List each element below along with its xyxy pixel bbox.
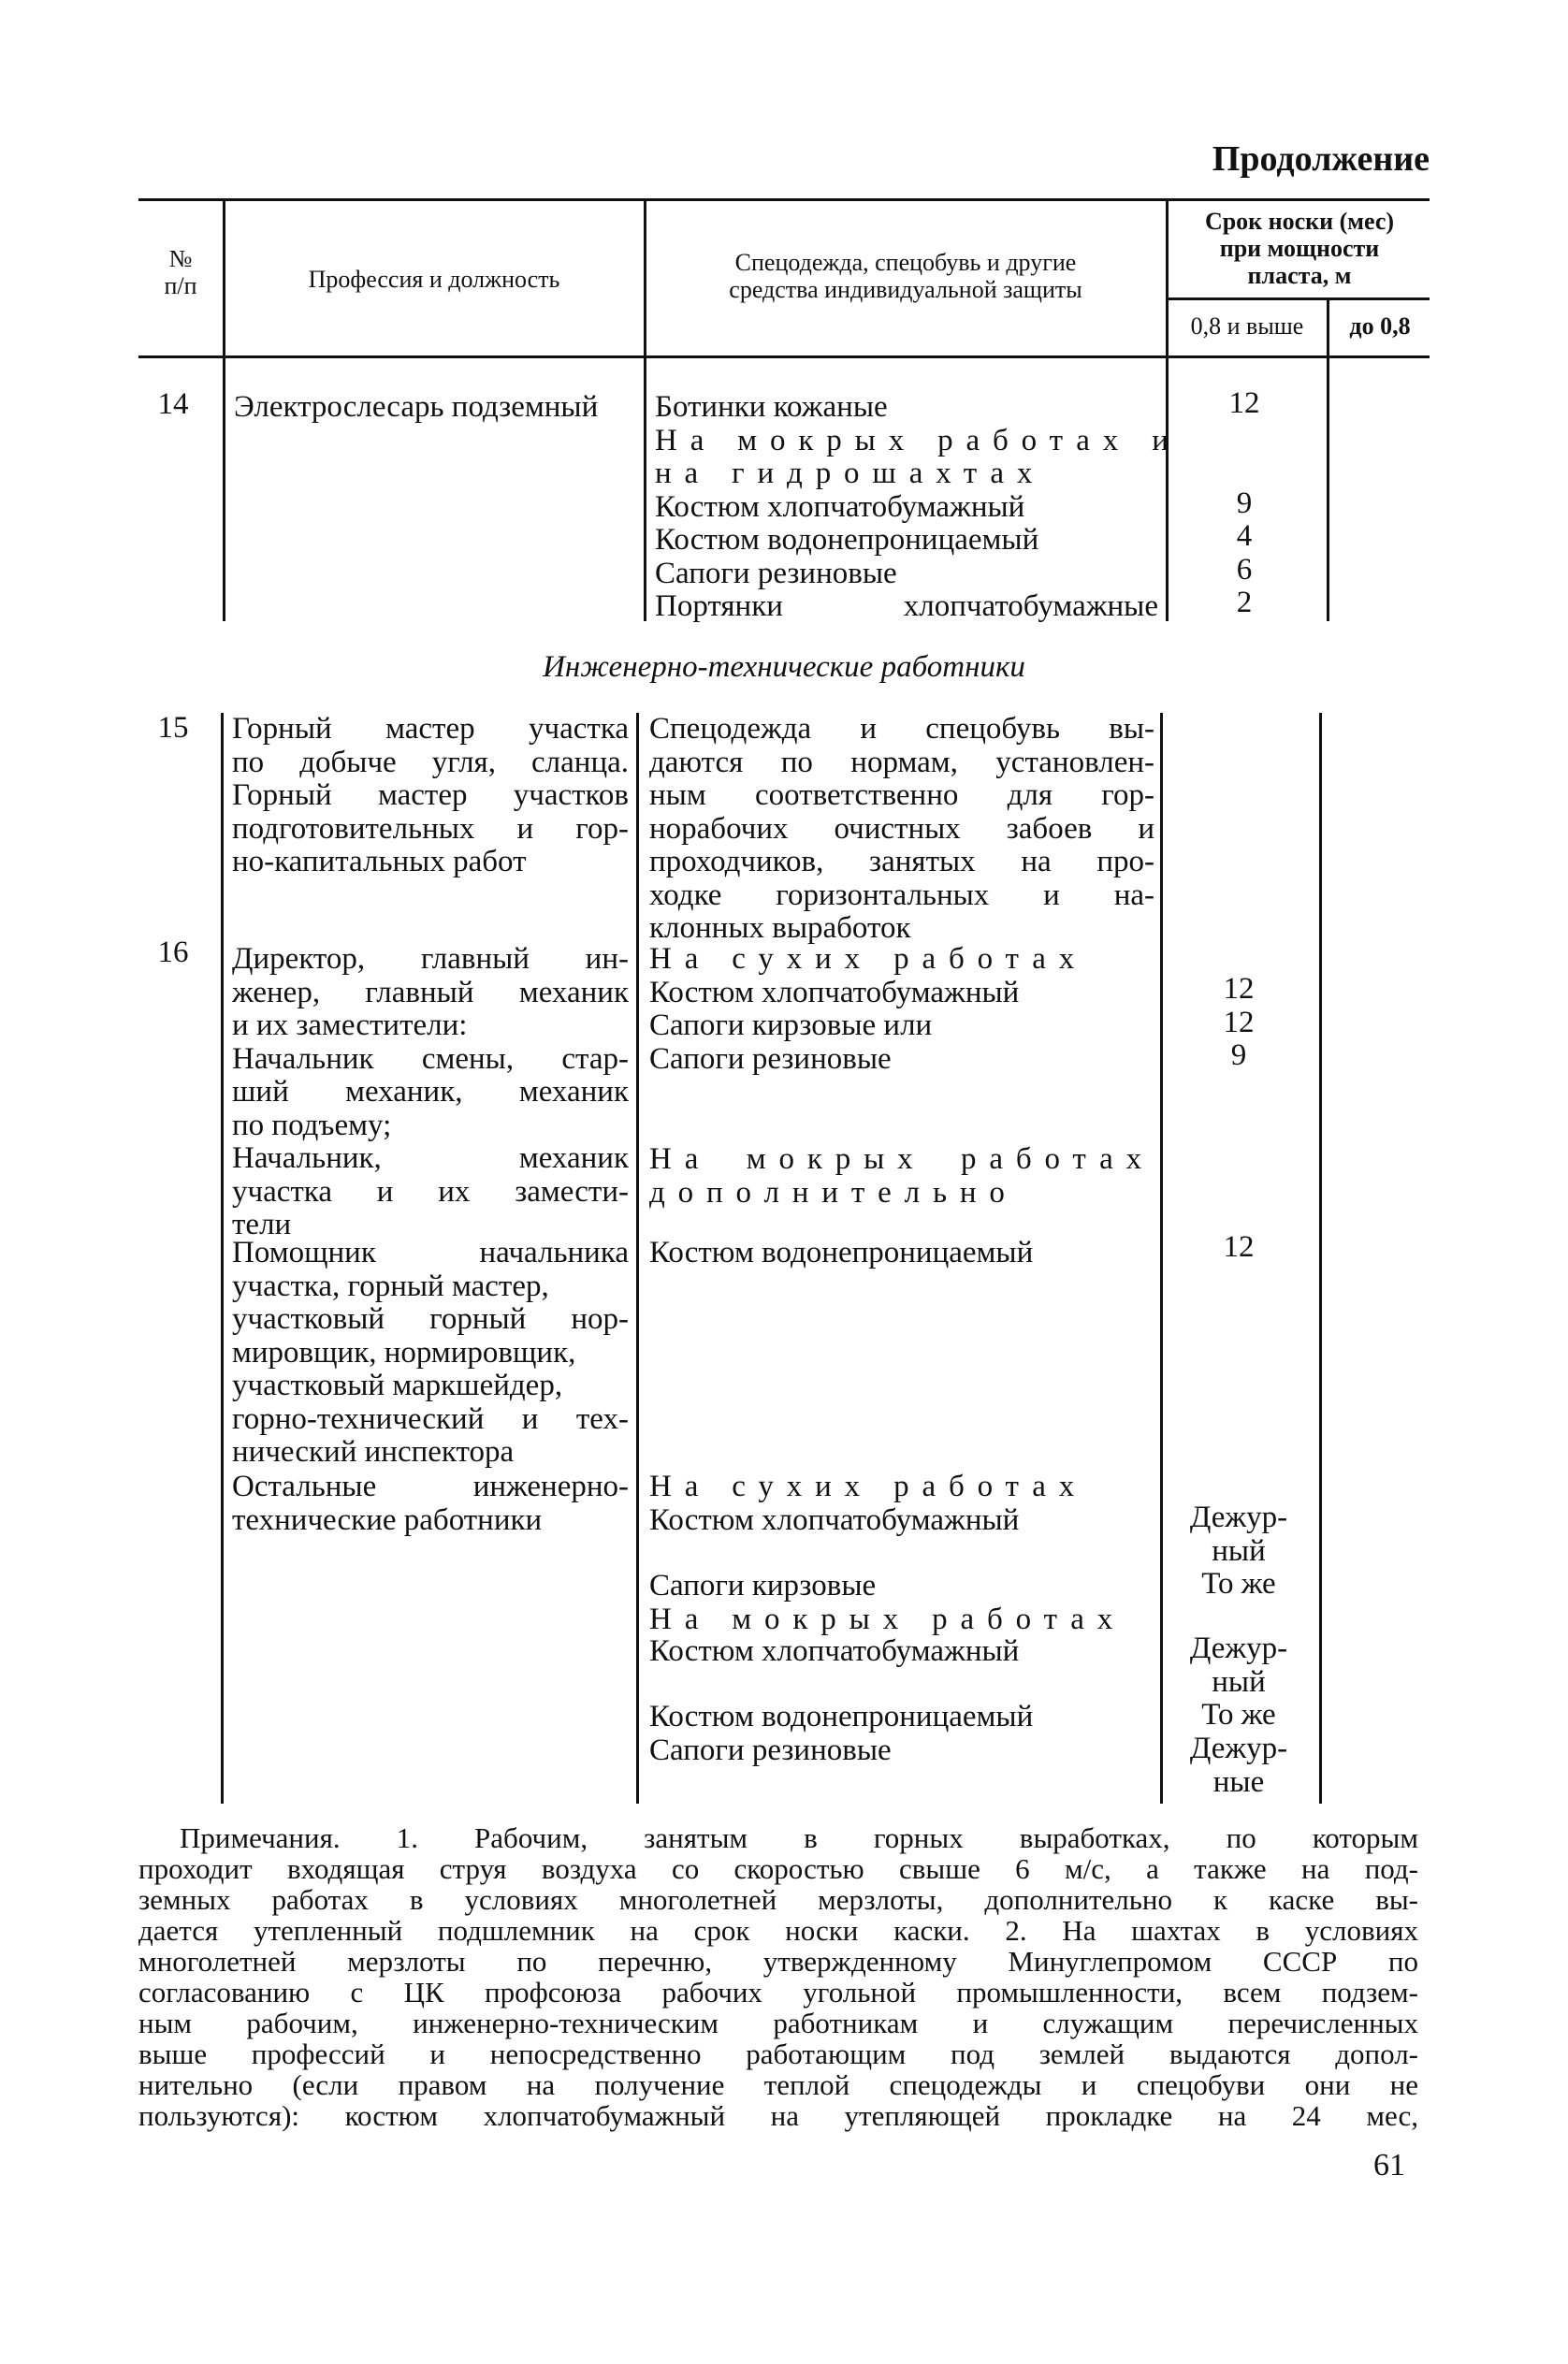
row16-wet-waterproof: Костюм водонепроницаемый (649, 1700, 1034, 1733)
row14-divider-3 (1166, 357, 1169, 621)
row15-profession: Горный мастер участка по добыче угля, сланца. Горный мастер участков подготовительных и гор- но-капитальных работ (232, 712, 629, 878)
table-header-rule (138, 355, 1430, 358)
header-items: Спецодежда, спецобувь и другие средства индивидуальной защиты (729, 249, 1082, 303)
notes-line: согласованию с ЦК профсоюза рабочих угольной промышленности, всем подзем- (138, 1976, 1418, 2009)
row16-wet-label: На мокрых работах (649, 1603, 1126, 1636)
row16-wet-rubber-term: Дежур- ные (1189, 1732, 1288, 1799)
header-term: Срок носки (мес) при мощности пласта, м (1204, 208, 1395, 289)
notes-line: проходит входящая струя воздуха со скоростью свыше 6 м/с, а также на под- (138, 1852, 1418, 1885)
row14-divider-2 (644, 357, 646, 621)
row16-terms-c: 12 (1223, 1230, 1255, 1264)
lower-divider-2 (636, 713, 639, 1804)
row16-wet-rubber: Сапоги резиновые (649, 1733, 892, 1767)
lower-divider-4 (1319, 713, 1322, 1804)
row16-items-b: На мокрых работах дополнительно (649, 1142, 1154, 1210)
header-divider-4 (1327, 299, 1329, 355)
row16-dry-boots: Сапоги кирзовые (649, 1569, 877, 1603)
notes-line: ным рабочим, инженерно-техническим работникам и служащим перечисленных (138, 2007, 1418, 2039)
row16-dry-boots-term: То же (1201, 1567, 1276, 1601)
notes-line: нительно (если правом на получение теплой спецодежды и спецобуви они не (138, 2068, 1418, 2101)
notes-line: земных работах в условиях многолетней мерзлоты, дополнительно к каске вы- (138, 1883, 1418, 1916)
row16-dry-label: На сухих работах (649, 1470, 1088, 1503)
section-title: Инженерно-технические работники (543, 650, 1025, 684)
row14-profession: Электрослесарь подземный (234, 390, 599, 424)
term-subheader-rule (1166, 297, 1430, 300)
header-divider-1 (223, 200, 225, 355)
row16-terms-a: 12 12 9 (1223, 972, 1255, 1072)
notes-line: дается утепленный подшлемник на срок носки каски. 2. На шахтах в условиях (138, 1914, 1418, 1947)
row16-profession-a: Директор, главный ин- женер, главный механик и их заместители: Начальник смены, стар- ший механик, механик по подъему; Начальник, механик участка и их замести- тели (232, 942, 629, 1241)
header-profession: Профессия и должность (308, 266, 560, 293)
row14-items: Ботинки кожаные На мокрых работах и на гидрошахтах Костюм хлопчатобумажный Костюм водонепроницаемый Сапоги резиновые Портянки хлопчатобумажные (655, 390, 1182, 623)
row15-number: 15 (157, 711, 189, 745)
notes-paragraph (138, 1822, 1418, 2131)
table-top-rule (138, 198, 1430, 201)
lower-divider-3 (1160, 713, 1163, 1804)
row16-number: 16 (157, 935, 189, 969)
row16-wet-suit: Костюм хлопчатобумажный (649, 1634, 1020, 1668)
header-num: № п/п (164, 245, 197, 299)
notes-line: многолетней мерзлоты по перечню, утвержденному Минуглепромом СССР по (138, 1945, 1418, 1978)
row16-dry-suit-term: Дежур- ный (1189, 1501, 1288, 1568)
row14-terms: 12 9 4 6 2 (1228, 386, 1260, 619)
lower-divider-1 (221, 713, 224, 1804)
header-divider-2 (644, 200, 646, 355)
row16-profession-d: Остальные инженерно- технические работники (232, 1470, 629, 1537)
row16-wet-suit-term: Дежур- ный (1189, 1632, 1288, 1699)
row15-items: Спецодежда и спецобувь вы- даются по нормам, установлен- ным соответственно для гор- норабочих очистных забоев и проходчиков, занятых на про- ходке горизонтальных и на- клонных выработок (649, 712, 1154, 945)
notes-line: Примечания. 1. Рабочим, занятым в горных выработках, по которым (180, 1821, 1418, 1854)
notes-line: выше профессий и непосредственно работающим под землей выдаются допол- (138, 2038, 1418, 2070)
continuation-label: Продолжение (1212, 139, 1430, 179)
page-number: 61 (1373, 2148, 1405, 2183)
row14-number: 14 (157, 387, 189, 421)
row14-divider-4 (1327, 357, 1329, 621)
row16-items-c: Костюм водонепроницаемый (649, 1236, 1034, 1269)
notes-line: пользуются): костюм хлопчатобумажный на утепляющей прокладке на 24 мес, (138, 2099, 1418, 2132)
row14-divider-1 (223, 357, 225, 621)
row16-wet-waterproof-term: То же (1201, 1698, 1276, 1732)
header-term-hi: 0,8 и выше (1190, 312, 1304, 340)
row16-profession-c: Помощник начальника участка, горный мастер, участковый горный нор- мировщик, нормировщик, участковый маркшейдер, горно-технический и тех- нический инспектора (232, 1236, 629, 1469)
header-term-lo: до 0,8 (1349, 312, 1411, 340)
row16-dry-suit: Костюм хлопчатобумажный (649, 1503, 1020, 1537)
row16-items-a: На сухих работах Костюм хлопчатобумажный Сапоги кирзовые или Сапоги резиновые (649, 942, 1088, 1076)
